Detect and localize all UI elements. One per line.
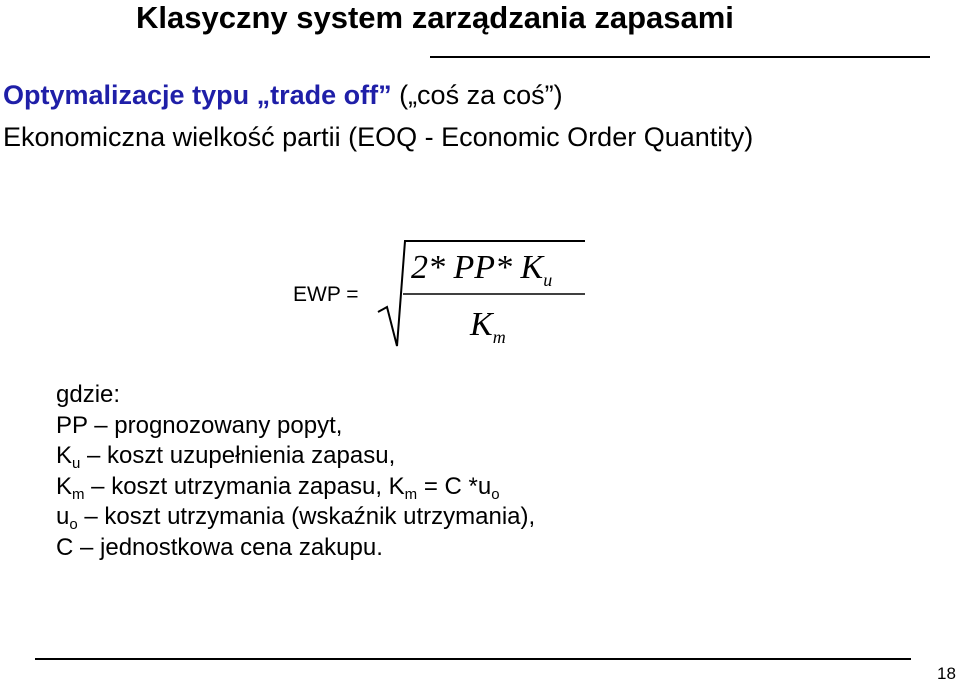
sqrt-formula-svg	[375, 232, 595, 357]
eoq-line: Ekonomiczna wielkość partii (EOQ - Economic Order Quantity)	[3, 122, 754, 152]
slide-title: Klasyczny system zarządzania zapasami	[136, 0, 734, 35]
formula-label: EWP =	[293, 283, 359, 306]
definition-c: C – jednostkowa cena zakupu.	[56, 533, 383, 561]
definition-km: $K_m$ – koszt utrzymania zapasu, $K_m = C$ $*u_o$	[56, 472, 500, 503]
top-divider	[430, 56, 930, 58]
definition-ku: $K_u$ – koszt uzupełnienia zapasu,	[56, 442, 396, 472]
definitions-intro: gdzie:	[56, 381, 121, 408]
numerator-text: 2* PP* $K_u$	[411, 249, 553, 290]
page-number: 18	[937, 664, 956, 683]
bottom-divider	[35, 658, 911, 660]
tradeoff-accent: Optymalizacje typu „trade off”	[3, 80, 392, 110]
eoq-formula	[375, 232, 595, 357]
tradeoff-line	[3, 78, 563, 112]
tradeoff-rest: („coś za coś”)	[391, 80, 563, 110]
definition-pp: PP – prognozowany popyt,	[56, 411, 343, 439]
definition-uo: $u_o$ – koszt utrzymania (wskaźnik utrzymania),	[56, 503, 536, 533]
definitions	[56, 380, 535, 563]
denominator-text: $K_m$	[470, 306, 506, 347]
